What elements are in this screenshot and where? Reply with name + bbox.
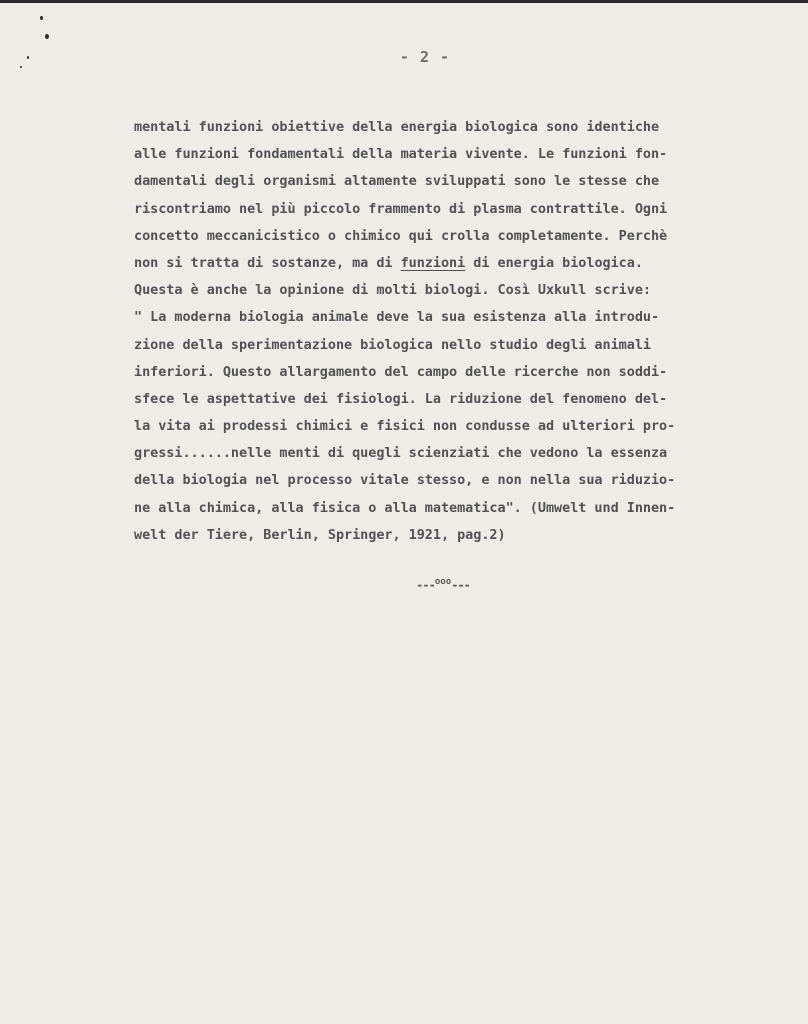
text-line bbox=[134, 277, 784, 304]
text-segment: welt der Tiere, Berlin, Springer, 1921, pag.2) bbox=[134, 526, 506, 543]
text-line bbox=[134, 522, 784, 549]
text-segment: concetto meccanicistico o chimico qui crolla completamente. Perchè bbox=[134, 227, 668, 244]
text-line bbox=[134, 495, 784, 522]
text-segment: Questa è anche la opinione di molti biologi. Così Uxkull scrive: bbox=[134, 282, 651, 299]
text-segment: ne alla chimica, alla fisica o alla matematica". (Umwelt und Innen- bbox=[134, 499, 676, 516]
end-mark-left-dash: --- bbox=[416, 578, 435, 592]
text-segment: " La moderna biologia animale deve la sua esistenza alla introdu- bbox=[134, 309, 660, 326]
text-line bbox=[134, 114, 784, 141]
text-segment: di energia biologica. bbox=[465, 254, 643, 271]
page-number: - 2 - bbox=[399, 48, 451, 66]
text-segment: gressi......nelle menti di quegli scienziati che vedono la essenza bbox=[134, 445, 668, 462]
ink-speck bbox=[40, 16, 43, 20]
text-segment: damentali degli organismi altamente sviluppati sono le stesse che bbox=[134, 173, 660, 190]
text-segment: mentali funzioni obiettive della energia biologica sono identiche bbox=[134, 119, 660, 135]
text-segment: alle funzioni fondamentali della materia vivente. Le funzioni fon- bbox=[134, 146, 668, 163]
end-mark bbox=[0, 578, 808, 592]
scan-border bbox=[0, 0, 808, 3]
text-segment: la vita ai prodessi chimici e fisici non condusse ad ulteriori pro- bbox=[134, 418, 676, 435]
underlined-word: funzioni bbox=[400, 254, 466, 271]
text-segment: non si tratta di sostanze, ma di bbox=[134, 254, 401, 271]
text-line bbox=[134, 223, 784, 250]
body-text bbox=[134, 114, 784, 549]
text-line bbox=[134, 196, 784, 223]
text-segment: della biologia nel processo vitale stesso, e non nella sua riduzio- bbox=[134, 472, 676, 489]
ink-speck bbox=[45, 34, 49, 39]
text-segment: riscontriamo nel più piccolo frammento di plasma contrattile. Ogni bbox=[134, 200, 668, 217]
text-line bbox=[134, 250, 784, 277]
text-line bbox=[134, 332, 784, 359]
text-line bbox=[134, 168, 784, 195]
text-segment: sfece le aspettative dei fisiologi. La riduzione del fenomeno del- bbox=[134, 390, 668, 407]
text-line bbox=[134, 440, 784, 467]
text-segment: zione della sperimentazione biologica nello studio degli animali bbox=[134, 336, 651, 353]
text-line bbox=[134, 467, 784, 494]
text-line bbox=[134, 413, 784, 440]
text-segment: inferiori. Questo allargamento del campo delle ricerche non soddi- bbox=[134, 363, 668, 380]
ink-speck bbox=[20, 66, 22, 68]
end-mark-right-dash: --- bbox=[451, 578, 470, 592]
end-mark-circles: ooo bbox=[434, 577, 452, 587]
text-line bbox=[134, 141, 784, 168]
text-line bbox=[134, 304, 784, 331]
text-line bbox=[134, 386, 784, 413]
text-line bbox=[134, 359, 784, 386]
